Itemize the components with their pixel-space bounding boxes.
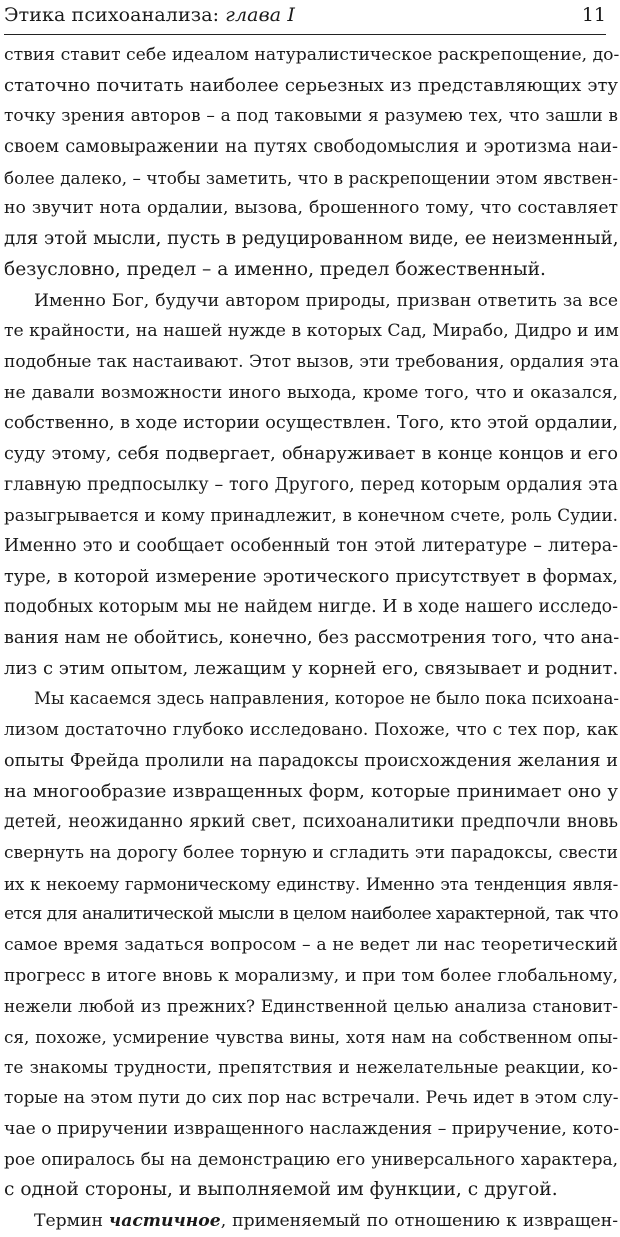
text-line: прогресс в итоге вновь к морализму, и при том более глобальному, bbox=[4, 965, 618, 986]
running-header bbox=[4, 0, 606, 35]
text-line: лиз с этим опытом, лежащим у корней его, связывает и роднит. bbox=[4, 657, 619, 679]
text-line: своем самовыражении на путях свободомыслия и эротизма наи- bbox=[4, 136, 618, 158]
text-line: торые на этом пути до сих пор нас встречали. Речь идет в этом слу- bbox=[4, 1088, 619, 1109]
text-line: Именно Бог, будучи автором природы, призван ответить за все bbox=[34, 290, 618, 311]
text-line-last bbox=[4, 1206, 618, 1237]
text-line: туре, в которой измерение эротического присутствует в формах, bbox=[4, 566, 618, 587]
text-line: статочно почитать наиболее серьезных из представляющих эту bbox=[4, 74, 618, 96]
text-line: для этой мысли, пусть в редуцированном виде, ее неизменный, bbox=[4, 228, 619, 250]
running-title bbox=[4, 4, 295, 26]
body-text bbox=[4, 40, 618, 1237]
text-line: чае о приручении извращенного наслаждения – приручение, кото- bbox=[4, 1119, 620, 1140]
page-number: 11 bbox=[581, 4, 606, 26]
text-line: ется для аналитической мысли в целом наиболее характерной, так что bbox=[4, 904, 618, 925]
text-line: те крайности, на нашей нужде в которых Сад, Мирабо, Дидро и им bbox=[4, 321, 619, 342]
text-line: не давали возможности иного выхода, кроме того, что и оказался, bbox=[4, 382, 618, 403]
running-title-plain: Этика психоанализа: bbox=[4, 4, 226, 26]
text-line: самое время задаться вопросом – а не ведет ли нас теоретический bbox=[4, 934, 618, 955]
text-run: Термин bbox=[34, 1211, 109, 1232]
text-line: подобные так настаивают. Этот вызов, эти требования, ордалия эта bbox=[4, 351, 619, 372]
text-line: лизом достаточно глубоко исследовано. Похоже, что с тех пор, как bbox=[4, 720, 618, 741]
text-line: Мы касаемся здесь направления, которое не было пока психоана- bbox=[34, 689, 619, 709]
text-line: безусловно, предел – а именно, предел божественный. bbox=[4, 258, 546, 280]
text-line: нежели любой из прежних? Единственной целью анализа становит- bbox=[4, 996, 618, 1017]
text-line: точку зрения авторов – а под таковыми я разумею тех, что зашли в bbox=[4, 106, 618, 127]
emphasized-term: частичное bbox=[108, 1211, 221, 1232]
text-line: суду этому, себя подвергает, обнаруживает в конце концов и его bbox=[4, 443, 618, 464]
text-line: рое опиралось бы на демонстрацию его универсального характера, bbox=[4, 1149, 618, 1170]
text-line: опыты Фрейда пролили на парадоксы происхождения желания и bbox=[4, 750, 618, 771]
text-line: свернуть на дорогу более торную и сгладить эти парадоксы, свести bbox=[4, 842, 618, 863]
text-line: Именно это и сообщает особенный тон этой литературе – литера- bbox=[4, 536, 618, 556]
text-line: вания нам не обойтись, конечно, без рассмотрения того, что ана- bbox=[4, 628, 620, 649]
text-line: разыгрывается и кому принадлежит, в конечном счете, роль Судии. bbox=[4, 505, 618, 526]
text-line: главную предпосылку – того Другого, перед которым ордалия эта bbox=[4, 474, 618, 495]
text-line: на многообразие извращенных форм, которые принимает оно у bbox=[4, 780, 618, 802]
text-line: более далеко, – чтобы заметить, что в раскрепощении этом явствен- bbox=[4, 167, 618, 188]
text-line: те знакомы трудности, препятствия и нежелательные реакции, ко- bbox=[4, 1057, 618, 1078]
text-line: ствия ставит себе идеалом натуралистическое раскрепощение, до- bbox=[4, 45, 620, 65]
text-line: но звучит нота ордалии, вызова, брошенного тому, что составляет bbox=[4, 198, 618, 219]
text-line: детей, неожиданно яркий свет, психоаналитики предпочли вновь bbox=[4, 812, 618, 833]
text-line: ся, похоже, усмирение чувства вины, хотя нам на собственном опы- bbox=[4, 1027, 618, 1047]
text-line: с одной стороны, и выполняемой им функции, с другой. bbox=[4, 1179, 558, 1201]
text-line: их к некоему гармоническому единству. Именно эта тенденция явля- bbox=[4, 873, 618, 894]
text-line: собственно, в ходе истории осуществлен. Того, кто этой ордалии, bbox=[4, 413, 618, 434]
text-run: , применяемый по отношению к извращен- bbox=[220, 1211, 618, 1232]
running-title-chapter: глава I bbox=[225, 4, 295, 26]
text-line: подобных которым мы не найдем нигде. И в ходе нашего исследо- bbox=[4, 597, 619, 618]
